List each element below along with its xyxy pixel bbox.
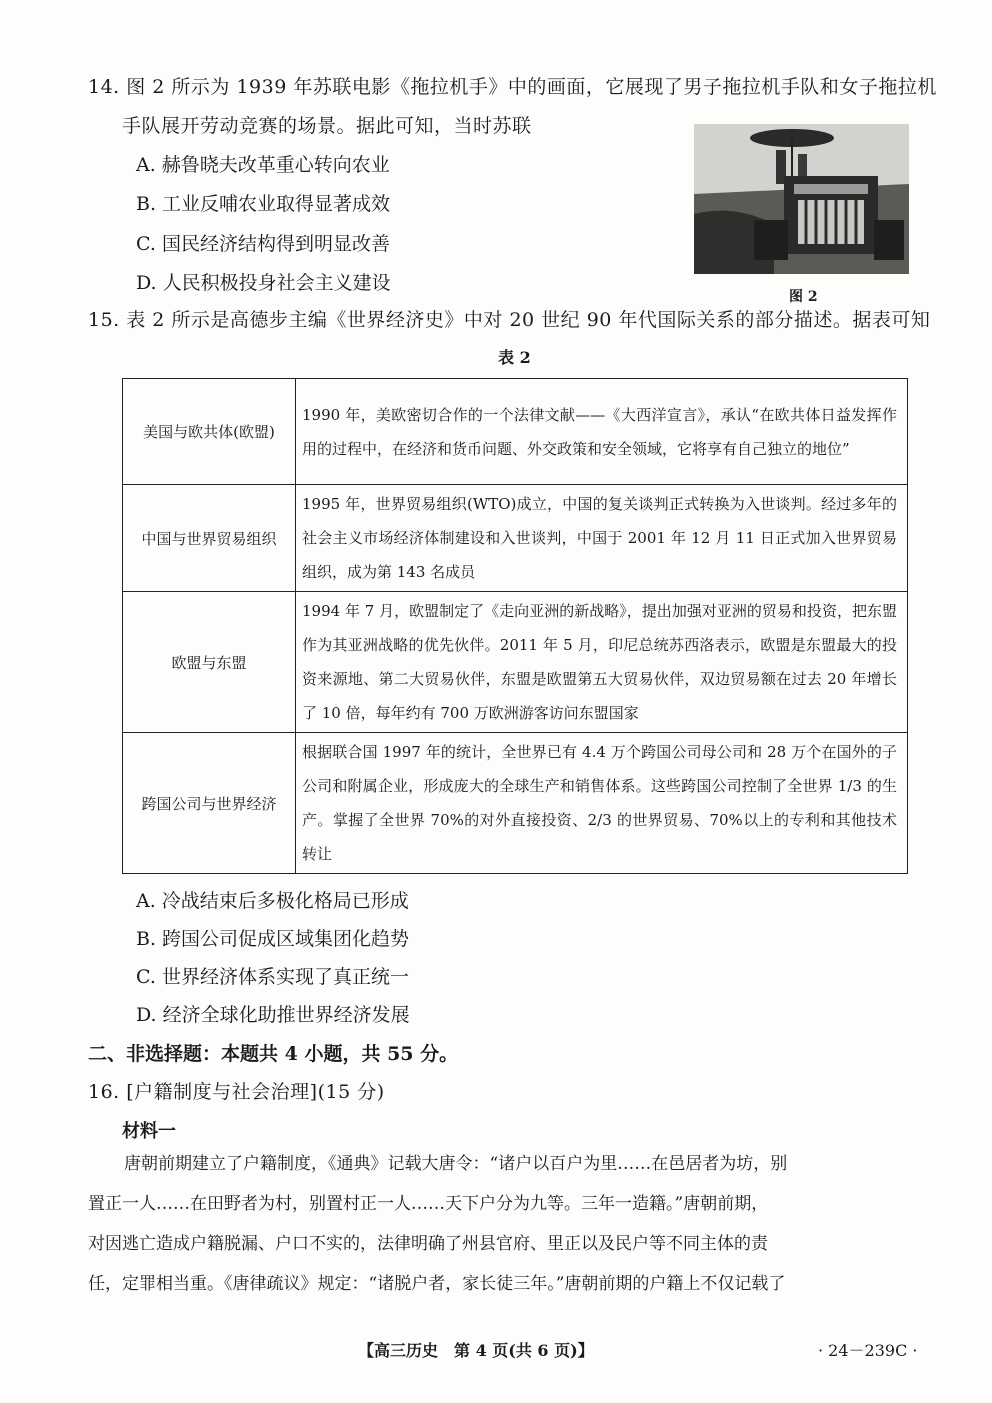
q15-option-b: B. 跨国公司促成区域集团化趋势 <box>136 928 410 950</box>
q14-option-c: C. 国民经济结构得到明显改善 <box>136 233 390 255</box>
table-row <box>123 485 908 592</box>
q14-option-b: B. 工业反哺农业取得显著成效 <box>136 193 391 215</box>
figure-caption: 图 2 <box>789 289 818 305</box>
q15-option-c: C. 世界经济体系实现了真正统一 <box>136 966 409 988</box>
table-title: 表 2 <box>498 348 531 367</box>
table-row-text: 1995 年，世界贸易组织(WTO)成立，中国的复关谈判正式转换为入世谈判。经过多年的社会主义市场经济体制建设和入世谈判，中国于 2001 年 12 月 11 日正式加入世界贸易组织，成为第 143 名成员 <box>296 485 908 592</box>
material-paragraph <box>88 1144 908 1304</box>
paragraph-line: 对因逃亡造成户籍脱漏、户口不实的，法律明确了州县官府、里正以及民户等不同主体的责 <box>88 1234 768 1254</box>
table-row-text: 根据联合国 1997 年的统计，全世界已有 4.4 万个跨国公司母公司和 28 万个在国外的子公司和附属企业，形成庞大的全球生产和销售体系。这些跨国公司控制了全世界 1/3 的生产。掌握了全世界 70%的对外直接投资、2/3 的世界贸易、70%以上的专利和其他技术转让 <box>296 733 908 874</box>
table-row <box>123 379 908 485</box>
q15-option-a: A. 冷战结束后多极化格局已形成 <box>136 890 409 912</box>
table-row-key: 美国与欧共体(欧盟) <box>123 379 296 485</box>
q14-stem-line2: 手队展开劳动竞赛的场景。据此可知，当时苏联 <box>122 115 532 137</box>
section-heading: 二、非选择题：本题共 4 小题，共 55 分。 <box>88 1043 459 1065</box>
q14-option-d: D. 人民积极投身社会主义建设 <box>136 272 391 294</box>
q14-stem-line1: 14. 图 2 所示为 1939 年苏联电影《拖拉机手》中的画面，它展现了男子拖拉机手队和女子拖拉机 <box>88 76 937 98</box>
q16-heading: 16. [户籍制度与社会治理](15 分) <box>88 1081 385 1103</box>
tractor-photo <box>694 124 909 274</box>
exam-code: · 24－239C · <box>818 1341 918 1360</box>
material-label: 材料一 <box>122 1121 176 1142</box>
q14-option-a: A. 赫鲁晓夫改革重心转向农业 <box>136 154 390 176</box>
paragraph-line: 任，定罪相当重。《唐律疏议》规定：“诸脱户者，家长徒三年。”唐朝前期的户籍上不仅记载了 <box>88 1274 786 1294</box>
table-row-key: 欧盟与东盟 <box>123 592 296 733</box>
q15-stem: 15. 表 2 所示是高德步主编《世界经济史》中对 20 世纪 90 年代国际关系的部分描述。据表可知 <box>88 309 931 331</box>
tractor-illustration <box>694 124 909 274</box>
table-row <box>123 733 908 874</box>
table-2 <box>122 378 908 874</box>
page-footer: 【高三历史 第 4 页(共 6 页)】 <box>358 1341 594 1360</box>
q15-option-d: D. 经济全球化助推世界经济发展 <box>136 1004 410 1026</box>
table-row-key: 中国与世界贸易组织 <box>123 485 296 592</box>
paragraph-line: 置正一人……在田野者为村，别置村正一人……天下户分为九等。三年一造籍。”唐朝前期， <box>88 1194 769 1214</box>
paragraph-line: 唐朝前期建立了户籍制度，《通典》记载大唐令：“诸户以百户为里……在邑居者为坊，别 <box>124 1154 788 1174</box>
table-row <box>123 592 908 733</box>
table-row-text: 1994 年 7 月，欧盟制定了《走向亚洲的新战略》，提出加强对亚洲的贸易和投资，把东盟作为其亚洲战略的优先伙伴。2011 年 5 月，印尼总统苏西洛表示，欧盟是东盟最大的投资来源地、第二大贸易伙伴，东盟是欧盟第五大贸易伙伴，双边贸易额在过去 20 年增长了 10 倍，每年约有 700 万欧洲游客访问东盟国家 <box>296 592 908 733</box>
table-row-key: 跨国公司与世界经济 <box>123 733 296 874</box>
table-row-text: 1990 年，美欧密切合作的一个法律文献——《大西洋宣言》，承认“在欧共体日益发挥作用的过程中，在经济和货币问题、外交政策和安全领域，它将享有自己独立的地位” <box>296 379 908 485</box>
